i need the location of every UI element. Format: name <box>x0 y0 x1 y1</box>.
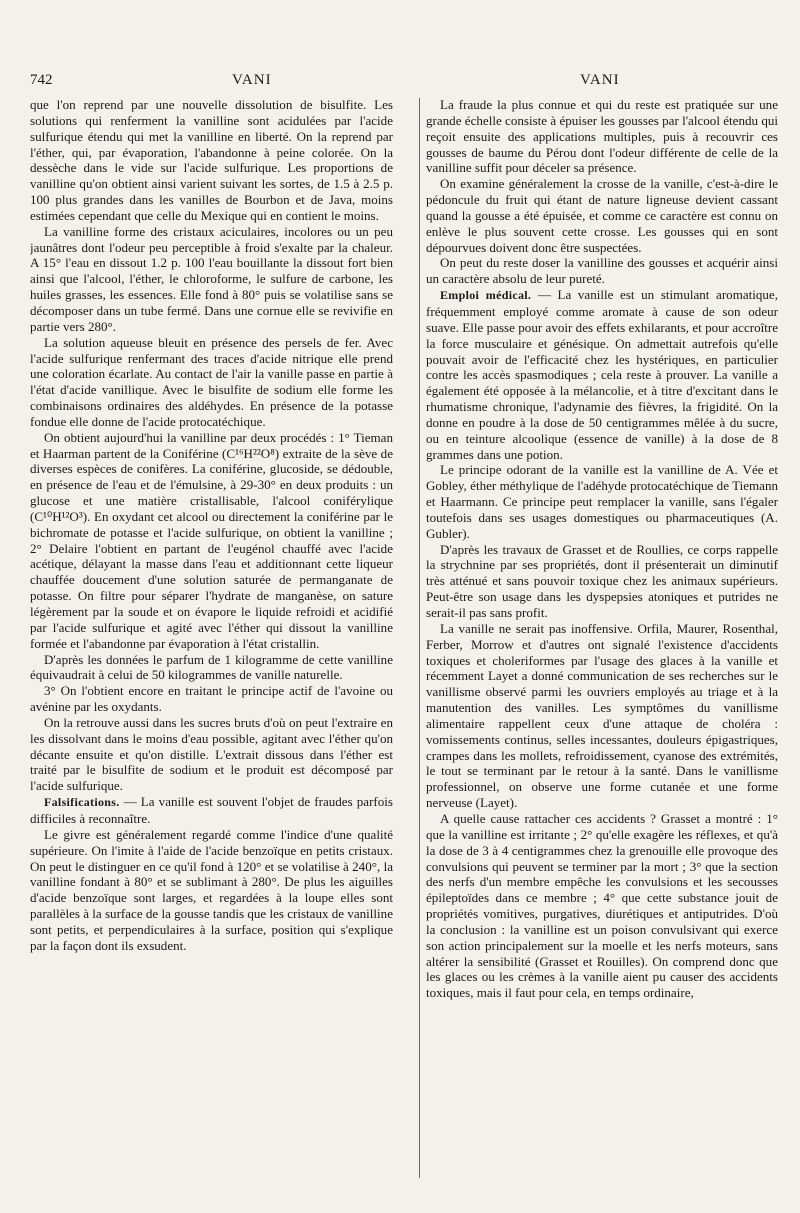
section-heading-falsifications: Falsifications. <box>44 795 120 810</box>
paragraph: D'après les travaux de Grasset et de Roullies, ce corps rappelle la strychnine par ses propriétés, dont il présenterait un diminutif très atténué et sans pouvoir toxique chez les animaux supérieurs. Peut-être son usage dans les dyspepsies atoniques et putrides ne serait-il pas sans profit. <box>426 541 778 620</box>
paragraph: On obtient aujourd'hui la vanilline par deux procédés : 1° Tieman et Haarman partent de la Coniférine (C¹⁶H²²O⁸) extraite de la sève de diverses espèces de conifères. La coniférine, glucoside, se dédouble, en présence de l'eau et de l'émulsine, à 29-30° en deux produits : un glucose et une matière cristallisable, l'alcool coniférylique (C¹⁰H¹²O³). En oxydant cet alcool ou directement la coniférine par le bichromate de potasse et l'acide sulfurique, on obtient la vanilline ; 2° Delaire l'obtient en partant de l'eugénol chauffé avec l'acide acétique, délayant la masse dans l'eau et additionnant cette liqueur chauffée doucement d'une solution saturée de permanganate de potasse. On filtre pour séparer l'hydrate de manganèse, on sature légèrement par la soude et on évapore le liquide refroidi et acidifié par l'acide sulfurique et agité avec l'éther qui dissout la vanilline formée et l'abandonne par évaporation à l'état cristallin. <box>30 429 393 651</box>
paragraph: 3° On l'obtient encore en traitant le principe actif de l'avoine ou avénine par les oxydants. <box>30 683 393 715</box>
paragraph: que l'on reprend par une nouvelle dissolution de bisulfite. Les solutions qui renferment la vanilline sont acidulées par l'acide sulfurique étendu qui met la vanilline en liberté. On la reprend par l'éther, qui, par évaporation, l'abandonne à peine colorée. On la dessèche dans le vide sur l'acide sulfurique. Les proportions de vanilline qu'on obtient ainsi varient suivant les sortes, de 1.5 à 2.5 p. 100 plus grandes dans les vanilles de Bourbon et de Java, moins estimées cependant que celle du Mexique qui en contient le moins. <box>30 97 393 223</box>
paragraph: On peut du reste doser la vanilline des gousses et acquérir ainsi un caractère absolu de leur pureté. <box>426 255 778 287</box>
paragraph: On examine généralement la crosse de la vanille, c'est-à-dire le pédoncule du fruit qui étant de nature ligneuse devient cassant quand la gousse a été épuisée, et comme ce caractère est connu on enlève le plus souvent cette crosse. Les gousses qui en sont dépourvues doivent donc être suspectées. <box>426 176 778 255</box>
paragraph-text: — La vanille est souvent l'objet de fraudes parfois difficiles à reconnaître. <box>30 794 393 826</box>
paragraph: La vanille ne serait pas inoffensive. Orfila, Maurer, Rosenthal, Ferber, Morrow et d'autres ont signalé l'existence d'accidents toxiques et choleriformes par l'usage des glaces à la vanille et récemment Layet a donné communication de ses recherches sur le vanillisme observé parmi les ouvriers employés au triage et à la manutention des vanilles. Les symptômes du vanillisme alimentaire rappellent ceux d'une attaque de choléra : vomissements continus, selles incessantes, douleurs épigastriques, crampes dans les mollets, refroidissement, cyanose des extrémités, le tout se terminant par le retour à la santé. Dans le vanillisme professionnel, on observe une forme cutanée et une forme nerveuse (Layet). <box>426 620 778 811</box>
section-paragraph-emploi <box>426 287 778 462</box>
right-column <box>426 97 778 1187</box>
paragraph: On la retrouve aussi dans les sucres bruts d'où on peut l'extraire en les dissolvant dans le moins d'eau possible, agitant avec l'éther qu'on décante ensuite et qu'on distille. L'extrait dissous dans l'éther est traité par le bisulfite de sodium et le produit est décomposé par l'acide sulfurique. <box>30 714 393 794</box>
page-header <box>0 72 800 94</box>
section-heading-emploi-medical: Emploi médical. <box>440 288 532 303</box>
paragraph: La vanilline forme des cristaux aciculaires, incolores ou un peu jaunâtres dont l'odeur peu perceptible à froid s'exalte par la chaleur. A 15° l'eau en dissout 1.2 p. 100 l'eau bouillante la dissout fort bien ainsi que l'alcool, l'éther, le chloroforme, le sulfure de carbone, les huiles grasses, les essences. Elle fond à 80° puis se volatilise sans se décomposer dans un tube fermé. Dans une cornue elle se revivifie en partie vers 280°. <box>30 223 393 334</box>
left-column <box>30 97 393 1187</box>
paragraph: La solution aqueuse bleuit en présence des persels de fer. Avec l'acide sulfurique renfermant des traces d'acide nitrique elle prend une coloration écarlate. Au contact de l'air la vanille passe en partie à l'état d'acide vanillique. Avec le bisulfite de sodium elle forme les combinaisons ordinaires des aldéhydes. En présence de la potasse fondue elle donne de l'acide protocatéchique. <box>30 334 393 429</box>
running-head-right: VANI <box>580 72 620 88</box>
column-divider <box>419 98 420 1178</box>
paragraph: A quelle cause rattacher ces accidents ? Grasset a montré : 1° que la vanilline est irritante ; 2° qu'elle exagère les réflexes, et qu'à la dose de 3 à 4 centigrammes chez la grenouille elle provoque des convulsions qui peuvent se terminer par la mort ; 3° que la section des nerfs d'un membre empêche les convulsions et les secousses épileptoïdes dans ce membre ; 4° que cette substance jouit de propriétés vomitives, purgatives, diurétiques et antiputrides. D'où la conclusion : la vanilline est un poison convulsivant qui exerce son action principalement sur la moelle et les nerfs moteurs, sans altérer la sensibilité (Grasset et Rouilles). On comprend donc que les glaces ou les crèmes à la vanille aient pu causer des accidents toxiques, mais il faut pour cela, en temps ordinaire, <box>426 810 778 1001</box>
paragraph: Le principe odorant de la vanille est la vanilline de A. Vée et Gobley, éther méthylique de l'adéhyde protocatéchique de Tiemann et Haarmann. Ce principe peut remplacer la vanille, sans l'égaler toutefois dans ses usages domestiques ou pharmaceutiques (A. Gubler). <box>426 462 778 541</box>
paragraph: La fraude la plus connue et qui du reste est pratiquée sur une grande échelle consiste à épuiser les gousses par l'alcool étendu qui reçoit ensuite des applications multiples, puis à recouvrir ces gousses de baume du Pérou dont l'odeur différente de celle de la vanilline suffit pour déceler sa présence. <box>426 97 778 176</box>
section-paragraph-falsifications <box>30 794 393 827</box>
paragraph-text: — La vanille est un stimulant aromatique, fréquemment employé comme aromate à cause de son odeur suave. Elle passe pour avoir des effets exhilarants, et pour accroître la force musculaire et génésique. On admettait autrefois qu'elle pouvait avoir de l'efficacité chez les hystériques, en particulier contre les accès spasmodiques ; cela reste à prouver. La vanille a également été opposée à la mélancolie, et à titre d'excitant dans le rhumatisme chronique, l'adynamie des fièvres, la frigidité. On la donne en poudre à la dose de 50 centigrammes mêlée à du sucre, ou en teinture alcoolique (essence de vanille) à la dose de 8 grammes dans une potion. <box>426 287 778 462</box>
paragraph: D'après les données le parfum de 1 kilogramme de cette vanilline équivaudrait à celui de 50 kilogrammes de vanille naturelle. <box>30 651 393 683</box>
paragraph: Le givre est généralement regardé comme l'indice d'une qualité supérieure. On l'imite à l'aide de l'acide benzoïque en petits cristaux. On peut le distinguer en ce qu'il fond à 120° et se volatilise à 240°, la vanilline fondant à 80° et se sublimant à 280°. De plus les aiguilles d'acide benzoïque sont larges, et regardées à la loupe elles sont parallèles à la surface de la gousse tandis que les cristaux de vanilline sont petits, et perpendiculaires à la surface, position qui s'explique par la façon dont ils exsudent. <box>30 826 393 953</box>
page-number: 742 <box>30 72 53 88</box>
running-head-left: VANI <box>232 72 272 88</box>
